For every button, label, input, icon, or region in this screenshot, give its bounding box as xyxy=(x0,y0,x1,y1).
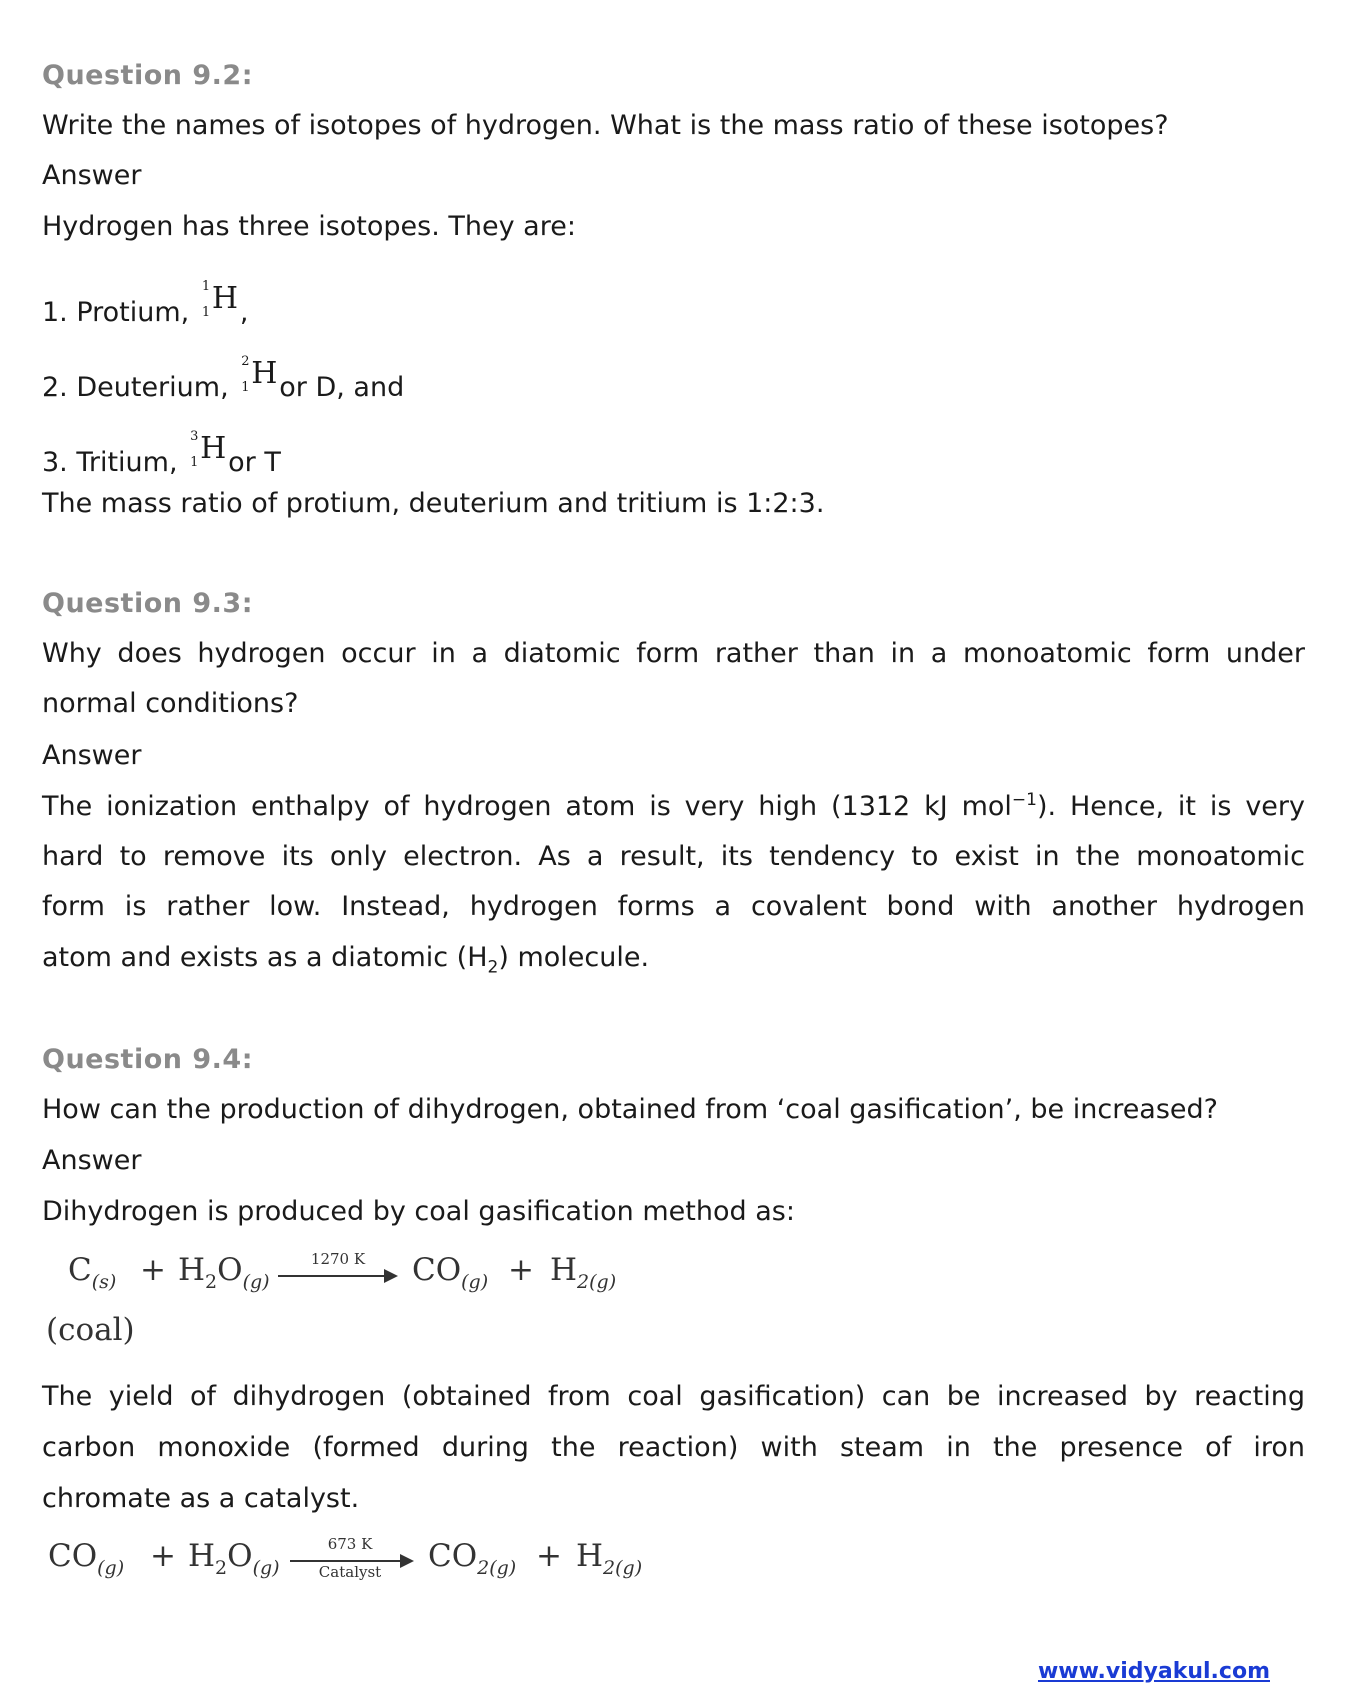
question-9-4-heading: Question 9.4: xyxy=(42,1044,254,1075)
reaction-arrow xyxy=(290,1560,402,1562)
tritium-symbol: 3 1 H xyxy=(190,429,227,470)
temperature-condition: 673 K xyxy=(327,1535,373,1553)
question-9-3-line: normal conditions? xyxy=(42,688,299,719)
plus-sign: + xyxy=(536,1538,562,1574)
question-9-2-heading: Question 9.2: xyxy=(42,60,254,91)
mass-ratio-text: The mass ratio of protium, deuterium and tritium is 1:2:3. xyxy=(42,488,825,519)
vidyakul-link[interactable]: www.vidyakul.com xyxy=(1037,1659,1270,1684)
question-9-3-heading: Question 9.3: xyxy=(42,588,254,619)
answer-label: Answer xyxy=(42,740,142,771)
reaction-arrow xyxy=(278,1275,386,1277)
reaction-condition: 1270 K xyxy=(310,1250,366,1268)
answer-label: Answer xyxy=(42,160,142,191)
question-9-2-text: Write the names of isotopes of hydrogen. What is the mass ratio of these isotopes? xyxy=(42,110,1169,141)
arrowhead-icon xyxy=(384,1269,398,1283)
carbon-reactant: $C_{(s)}$ xyxy=(68,1252,117,1293)
carbon-monoxide-reactant: $CO_{(g)}$ xyxy=(48,1538,125,1579)
water-reactant: $H_2O_{(g)}$ xyxy=(188,1538,280,1579)
answer-9-3-line: hard to remove its only electron. As a result, its tendency to exist in the monoatomic xyxy=(42,841,1305,872)
deuterium-symbol: 2 1 H xyxy=(241,354,278,395)
hydrogen-product: $H_{2(g)}$ xyxy=(550,1252,617,1293)
answer-9-3-line: The ionization enthalpy of hydrogen atom is very high (1312 kJ mol$^{-1}$). Hence, it is very xyxy=(42,790,1305,822)
water-reactant: $H_2O_{(g)}$ xyxy=(178,1252,270,1293)
answer-label: Answer xyxy=(42,1145,142,1176)
protium-symbol: 1 1 H xyxy=(201,279,239,320)
coal-label: (coal) xyxy=(46,1312,135,1348)
isotope-label: 3. Tritium, xyxy=(42,447,178,478)
isotope-label: 2. Deuterium, xyxy=(42,372,229,403)
gasification-intro: Dihydrogen is produced by coal gasification method as: xyxy=(42,1196,795,1227)
hydrogen-product: $H_{2(g)}$ xyxy=(576,1538,643,1579)
plus-sign: + xyxy=(140,1252,166,1288)
yield-text-line: carbon monoxide (formed during the reaction) with steam in the presence of iron xyxy=(42,1432,1305,1463)
answer-9-3-line: atom and exists as a diatomic $(H_2)$ molecule. xyxy=(42,942,650,978)
isotopes-intro: Hydrogen has three isotopes. They are: xyxy=(42,211,576,242)
answer-9-3-line: form is rather low. Instead, hydrogen forms a covalent bond with another hydrogen xyxy=(42,891,1305,922)
question-9-3-line: Why does hydrogen occur in a diatomic form rather than in a monoatomic form under xyxy=(42,638,1305,669)
question-9-4-text: How can the production of dihydrogen, obtained from ‘coal gasification’, be increased? xyxy=(42,1094,1219,1125)
yield-text-line: The yield of dihydrogen (obtained from coal gasification) can be increased by reacting xyxy=(42,1381,1305,1412)
plus-sign: + xyxy=(508,1252,534,1288)
carbon-monoxide-product: $CO_{(g)}$ xyxy=(412,1252,489,1293)
isotope-protium: 1. Protium, 1 1 H , xyxy=(42,279,249,328)
isotope-label: 1. Protium, xyxy=(42,297,190,328)
yield-text-line: chromate as a catalyst. xyxy=(42,1483,360,1514)
plus-sign: + xyxy=(150,1538,176,1574)
isotope-deuterium: 2. Deuterium, 2 1 H or D, and xyxy=(42,354,405,403)
catalyst-condition: Catalyst xyxy=(318,1563,382,1581)
carbon-dioxide-product: $CO_{2(g)}$ xyxy=(428,1538,517,1579)
isotope-tritium: 3. Tritium, 3 1 H or T xyxy=(42,429,281,478)
